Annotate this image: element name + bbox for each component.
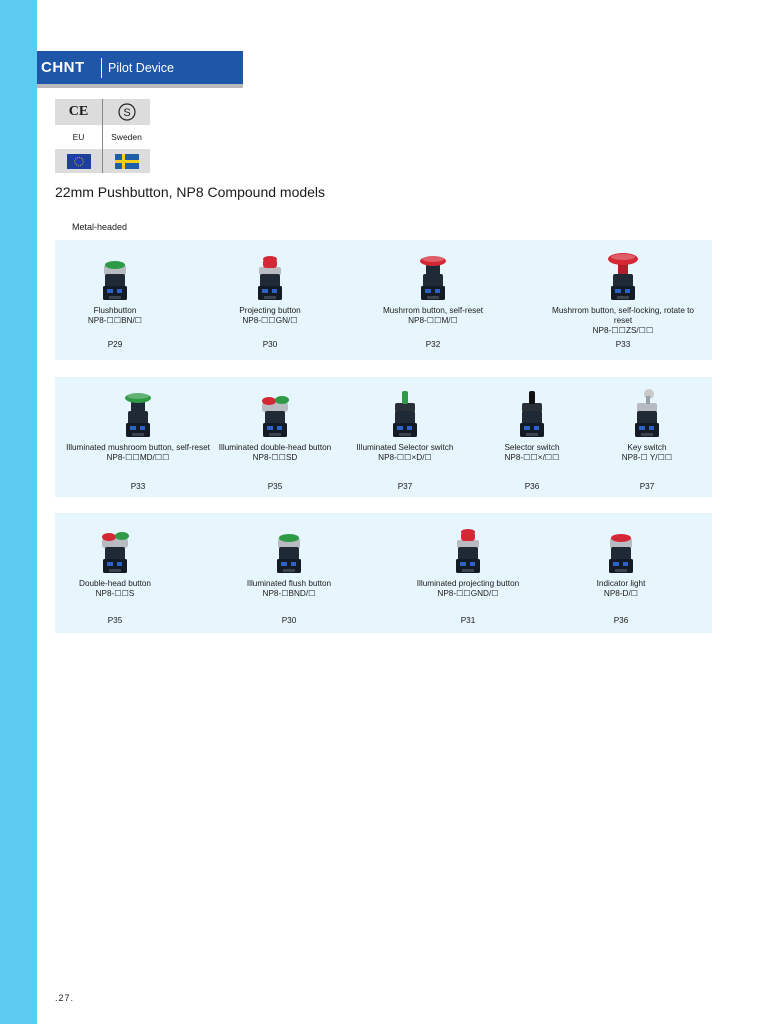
product-name: Flushbutton [93, 306, 137, 315]
eu-flag-icon [55, 149, 102, 173]
page-reference: P30 [281, 616, 297, 625]
header-underline [37, 84, 243, 88]
product-name: Double-head button [79, 579, 151, 588]
product-item [63, 377, 213, 497]
page-heading: 22mm Pushbutton, NP8 Compound models [55, 184, 326, 200]
product-name: Illuminated mushroom button, self-reset [66, 443, 210, 452]
product-item [572, 377, 722, 497]
product-image-icon [40, 248, 190, 302]
product-code: NP8-☐☐×/☐☐ [504, 453, 560, 462]
product-name: Illuminated double-head button [218, 443, 332, 452]
product-name: Indicator light [596, 579, 646, 588]
page-number: .27. [55, 993, 75, 1003]
svg-text:S: S [122, 107, 131, 119]
product-item [40, 240, 190, 360]
product-image-icon [358, 248, 508, 302]
product-code: NP8-☐☐BN/☐ [87, 316, 143, 325]
product-code: NP8-☐☐MD/☐☐ [106, 453, 170, 462]
product-code: NP8-D/☐ [603, 589, 639, 598]
page-reference: P36 [524, 482, 540, 491]
product-item [40, 513, 190, 633]
product-name: Illuminated flush button [246, 579, 332, 588]
certification-table [55, 99, 150, 173]
semko-mark [102, 99, 150, 125]
product-name: Selector switch [504, 443, 560, 452]
product-image-icon [195, 248, 345, 302]
product-code: NP8-☐☐M/☐ [408, 316, 458, 325]
page-reference: P36 [613, 616, 629, 625]
product-item [200, 377, 350, 497]
product-code: NP8-☐☐ZS/☐☐ [592, 326, 654, 335]
brand-logo: CHNT [41, 59, 85, 76]
product-image-icon [393, 521, 543, 575]
product-name: Projecting button [239, 306, 301, 315]
product-item [358, 240, 508, 360]
cert-region-sweden: Sweden [102, 125, 150, 149]
page-reference: P37 [397, 482, 413, 491]
product-image-icon [63, 385, 213, 439]
product-panel-2 [55, 377, 712, 497]
product-image-icon [572, 385, 722, 439]
subheading: Metal-headed [72, 222, 128, 232]
product-image-icon [40, 521, 190, 575]
product-code: NP8-☐☐×D/☐ [378, 453, 432, 462]
page-reference: P35 [107, 616, 123, 625]
page-reference: P33 [615, 340, 631, 349]
product-name: Key switch [627, 443, 667, 452]
product-name: Mushrrom button, self-reset [382, 306, 484, 315]
page-reference: P29 [107, 340, 123, 349]
page-reference: P31 [460, 616, 476, 625]
product-name: Illuminated Selector switch [356, 443, 454, 452]
product-code: NP8-☐☐S [95, 589, 135, 598]
product-name: Mushrrom button, self-locking, rotate to reset [552, 306, 694, 325]
section-header [37, 51, 243, 84]
product-item [214, 513, 364, 633]
product-panel-3 [55, 513, 712, 633]
product-image-icon [200, 385, 350, 439]
product-code: NP8-☐BND/☐ [262, 589, 316, 598]
sweden-flag-icon [102, 149, 150, 173]
product-name: Illuminated projecting button [416, 579, 520, 588]
product-image-icon [548, 248, 698, 302]
product-code: NP8-☐☐GND/☐ [437, 589, 499, 598]
product-code: NP8-☐☐GN/☐ [242, 316, 298, 325]
product-code: NP8-☐ Y/☐☐ [621, 453, 673, 462]
section-title: Pilot Device [108, 60, 174, 75]
product-item [546, 513, 696, 633]
ce-mark: CE [55, 99, 102, 125]
cert-region-eu: EU [72, 132, 85, 142]
product-code: NP8-☐☐SD [252, 453, 298, 462]
page-reference: P30 [262, 340, 278, 349]
product-item [195, 240, 345, 360]
page-reference: P32 [425, 340, 441, 349]
product-item [548, 240, 698, 360]
page-reference: P33 [130, 482, 146, 491]
product-item [393, 513, 543, 633]
page-reference: P35 [267, 482, 283, 491]
page-reference: P37 [639, 482, 655, 491]
side-stripe [0, 0, 37, 1024]
product-image-icon [546, 521, 696, 575]
product-panel-1 [55, 240, 712, 360]
header-separator [101, 58, 102, 78]
product-image-icon [214, 521, 364, 575]
